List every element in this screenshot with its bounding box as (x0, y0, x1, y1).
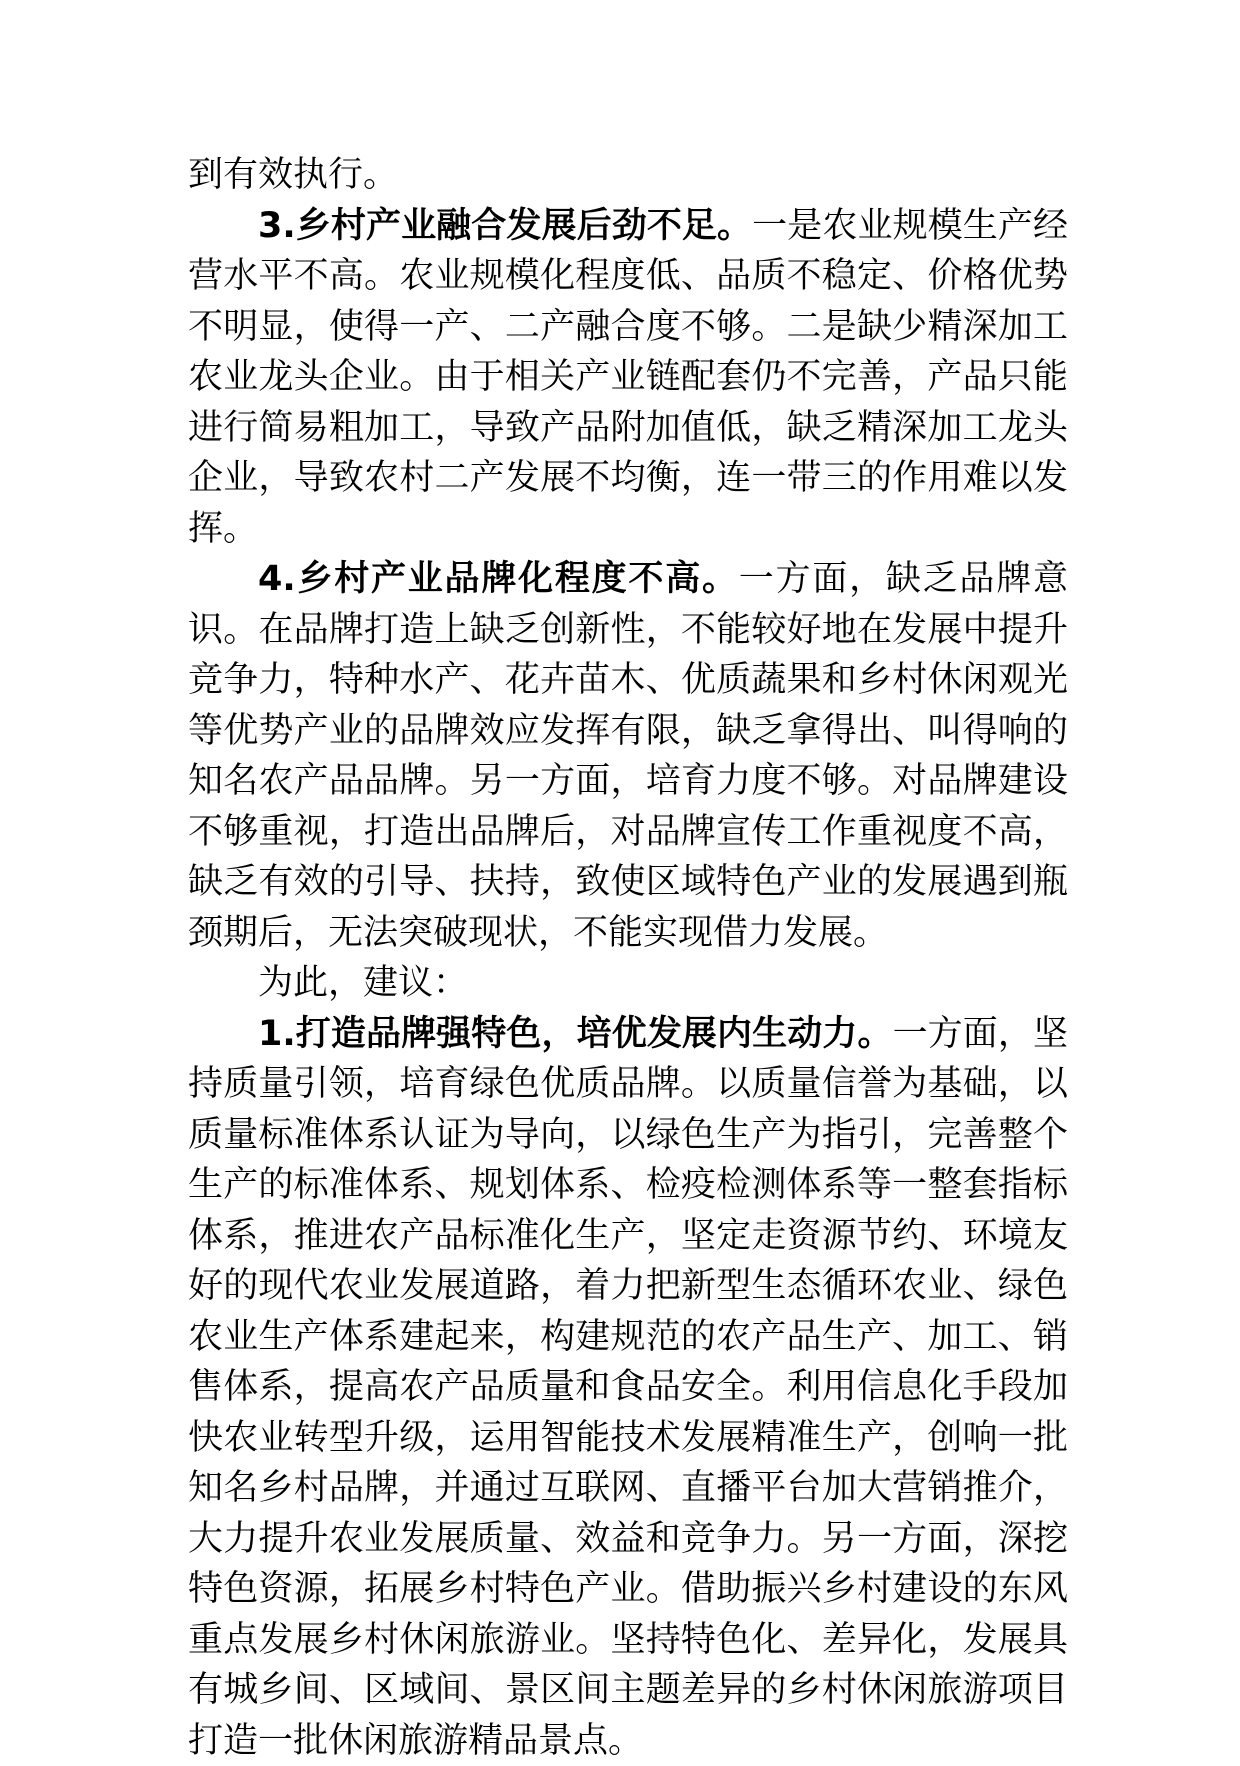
paragraph-text: 为此，建议： (258, 963, 468, 1003)
paragraph-heading: 1.打造品牌强特色，培优发展内生动力。 (258, 1014, 893, 1054)
paragraph-suggestion-1 (188, 1009, 1068, 1766)
paragraph-suggestion-intro (188, 958, 1068, 1009)
paragraph-continuation (188, 150, 1068, 201)
paragraph-issue-3 (188, 201, 1068, 555)
paragraph-issue-4 (188, 554, 1068, 958)
paragraph-text: 一方面，缺乏品牌意识。在品牌打造上缺乏创新性，不能较好地在发展中提升竞争力，特种水产、花卉苗木、优质蔬果和乡村休闲观光等优势产业的品牌效应发挥有限，缺乏拿得出、叫得响的知名农产品品牌。另一方面，培育力度不够。对品牌建设不够重视，打造出品牌后，对品牌宣传工作重视度不高，缺乏有效的引导、扶持，致使区域特色产业的发展遇到瓶颈期后，无法突破现状，不能实现借力发展。 (188, 559, 1068, 953)
document-body (188, 150, 1068, 1766)
paragraph-text: 一方面，坚持质量引领，培育绿色优质品牌。以质量信誉为基础，以质量标准体系认证为导向，以绿色生产为指引，完善整个生产的标准体系、规划体系、检疫检测体系等一整套指标体系，推进农产品标准化生产，坚定走资源节约、环境友好的现代农业发展道路，着力把新型生态循环农业、绿色农业生产体系建起来，构建规范的农产品生产、加工、销售体系，提高农产品质量和食品安全。利用信息化手段加快农业转型升级，运用智能技术发展精准生产，创响一批知名乡村品牌，并通过互联网、直播平台加大营销推介，大力提升农业发展质量、效益和竞争力。另一方面，深挖特色资源，拓展乡村特色产业。借助振兴乡村建设的东风重点发展乡村休闲旅游业。坚持特色化、差异化，发展具有城乡间、区域间、景区间主题差异的乡村休闲旅游项目打造一批休闲旅游精品景点。 (188, 1014, 1068, 1761)
paragraph-text: 到有效执行。 (188, 155, 398, 195)
paragraph-text: 一是农业规模生产经营水平不高。农业规模化程度低、品质不稳定、价格优势不明显，使得一产、二产融合度不够。二是缺少精深加工农业龙头企业。由于相关产业链配套仍不完善，产品只能进行简易粗加工，导致产品附加值低，缺乏精深加工龙头企业，导致农村二产发展不均衡，连一带三的作用难以发挥。 (188, 206, 1068, 549)
paragraph-heading: 3.乡村产业融合发展后劲不足。 (258, 206, 752, 246)
paragraph-heading: 4.乡村产业品牌化程度不高。 (258, 559, 739, 599)
